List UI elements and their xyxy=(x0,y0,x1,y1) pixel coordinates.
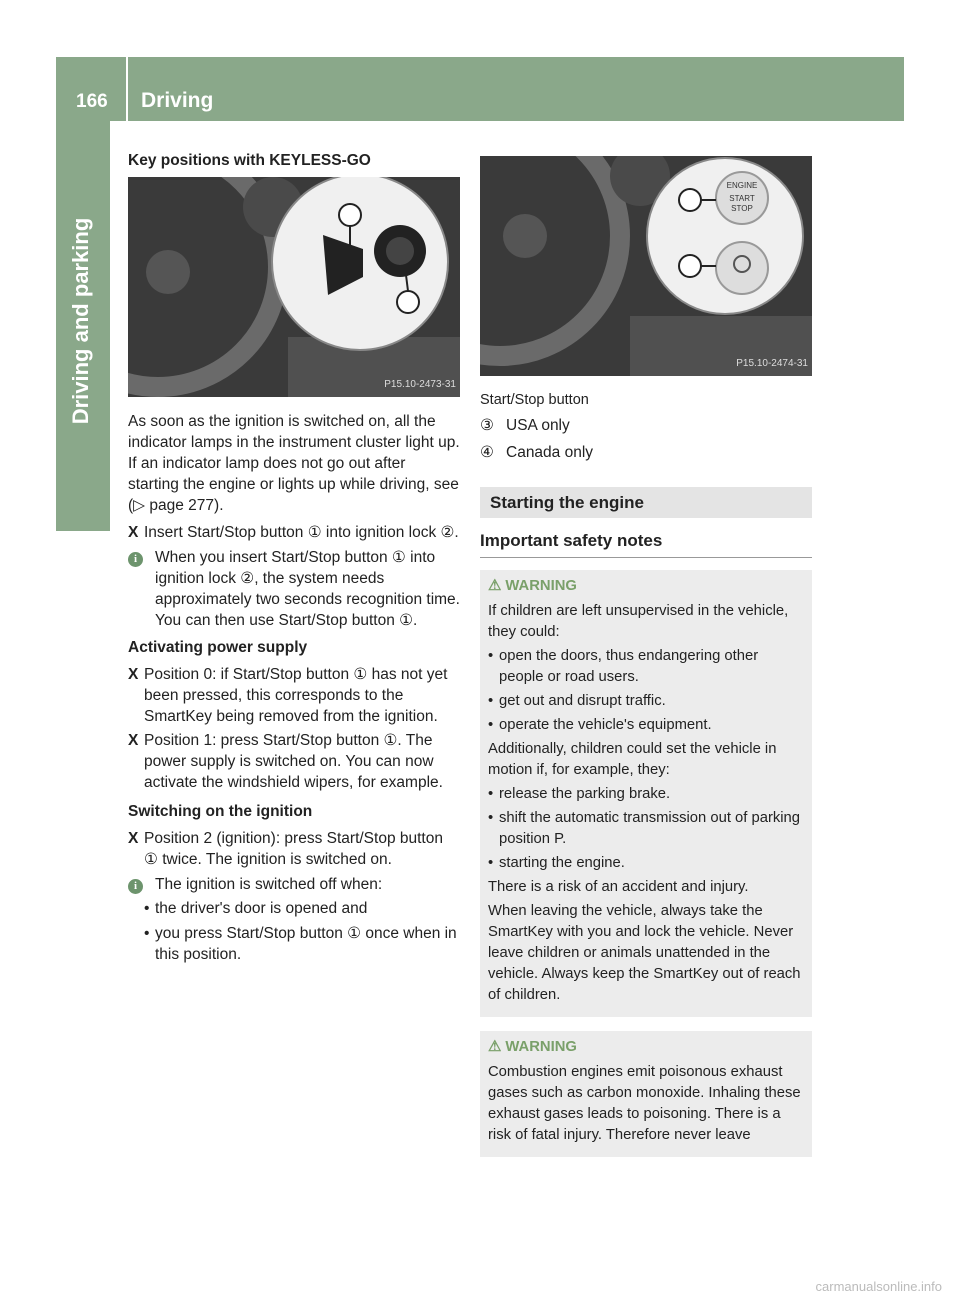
warning-text: Combustion engines emit poisonous exhaust gases such as carbon monoxide. Inhaling these exhaust gases leads to poisoning. There is a risk of fatal injury. Therefore never leave xyxy=(488,1064,801,1143)
warning-box xyxy=(480,1031,812,1157)
stop-label: STOP xyxy=(731,204,753,213)
bullet-item: • operate the vehicle's equipment. xyxy=(488,717,712,733)
instruction-step xyxy=(128,522,460,543)
warning-icon: ⚠ xyxy=(488,578,506,594)
info-text: When you insert Start/Stop button ① into ignition lock ②, the system needs approximately two seconds recognition time. You can then use Start/Stop button ①. xyxy=(155,549,460,629)
warning-title: ⚠ WARNING xyxy=(488,578,577,594)
step-text: Position 0: if Start/Stop button ① has not yet been pressed, this corresponds to the SmartKey being removed from the ignition. xyxy=(144,666,448,725)
legend-item xyxy=(480,442,812,463)
section-tab-label: Driving and parking xyxy=(68,217,93,425)
bullet-item: • get out and disrupt traffic. xyxy=(488,693,666,709)
header-divider xyxy=(126,57,128,121)
instruction-step xyxy=(128,730,460,793)
bullet-item: • open the doors, thus endangering other people or road users. xyxy=(488,648,759,685)
info-note xyxy=(128,874,460,895)
legend-text: USA only xyxy=(506,417,570,434)
footer-watermark: carmanualsonline.info xyxy=(815,1279,942,1294)
right-column xyxy=(480,150,812,1171)
info-text: The ignition is switched off when: xyxy=(155,876,383,893)
image-code: P15.10-2473-31 xyxy=(384,379,456,390)
heading-ignition: Switching on the ignition xyxy=(128,803,313,820)
intro-paragraph: As soon as the ignition is switched on, all the indicator lamps in the instrument cluster light up. If an indicator lamp does not go out after starting the engine or lights up while driving, see (▷ page 277). xyxy=(128,413,460,514)
bullet-text: the driver's door is opened and xyxy=(155,900,368,917)
warning-title: ⚠ WARNING xyxy=(488,1039,577,1055)
step-arrow-icon: X xyxy=(128,830,139,847)
warning-text: There is a risk of an accident and injury. xyxy=(488,879,749,895)
step-arrow-icon: X xyxy=(128,732,139,749)
instruction-step xyxy=(128,664,460,727)
warning-box xyxy=(480,570,812,1017)
warning-icon: ⚠ xyxy=(488,1039,506,1055)
legend-text: Canada only xyxy=(506,444,594,461)
left-column xyxy=(128,150,460,969)
step-arrow-icon: X xyxy=(128,666,139,683)
legend-number: ③ xyxy=(480,417,494,434)
bullet-item: • the driver's door is opened and xyxy=(144,900,368,917)
section-tab xyxy=(56,121,110,531)
step-text: Insert Start/Stop button ① into ignition lock ②. xyxy=(144,524,459,541)
ignition-lock-photo xyxy=(128,177,460,397)
info-icon: i xyxy=(128,874,155,895)
heading-key-positions: Key positions with KEYLESS-GO xyxy=(128,152,371,169)
legend-number: ④ xyxy=(480,444,494,461)
warning-text: If children are left unsupervised in the vehicle, they could: xyxy=(488,603,789,640)
info-icon: i xyxy=(128,547,155,631)
section-heading: Starting the engine xyxy=(480,487,812,518)
warning-text: When leaving the vehicle, always take the SmartKey with you and lock the vehicle. Never leave children or animals unattended in the vehicle. Always keep the SmartKey out of reach of children. xyxy=(488,903,801,1003)
instruction-step xyxy=(128,828,460,870)
bullet-item: • shift the automatic transmission out of parking position P. xyxy=(488,810,801,847)
step-arrow-icon: X xyxy=(128,524,139,541)
subheading: Important safety notes xyxy=(480,530,812,558)
engine-label: ENGINE xyxy=(726,181,758,190)
step-text: Position 2 (ignition): press Start/Stop button ① twice. The ignition is switched on. xyxy=(144,830,443,868)
heading-power-supply: Activating power supply xyxy=(128,639,308,656)
legend-item xyxy=(480,415,812,436)
bullet-item: • you press Start/Stop button ① once when in this position. xyxy=(128,923,460,965)
page-header xyxy=(56,57,904,121)
bullet-item: • starting the engine. xyxy=(488,855,625,871)
page-number: 166 xyxy=(76,91,108,112)
bullet-item: • release the parking brake. xyxy=(488,786,671,802)
bullet-text: you press Start/Stop button ① once when in this position. xyxy=(155,925,457,963)
start-label: START xyxy=(729,194,755,203)
info-note xyxy=(128,547,460,631)
chapter-title: Driving xyxy=(141,89,214,112)
start-stop-photo xyxy=(480,156,812,376)
warning-text: Additionally, children could set the vehicle in motion if, for example, they: xyxy=(488,741,777,778)
ignition-lock-illustration xyxy=(128,177,460,397)
image-caption: Start/Stop button xyxy=(480,392,589,408)
image-code: P15.10-2474-31 xyxy=(736,358,808,369)
step-text: Position 1: press Start/Stop button ①. The power supply is switched on. You can now activate the windshield wipers, for example. xyxy=(144,732,443,791)
start-stop-illustration xyxy=(480,156,812,376)
